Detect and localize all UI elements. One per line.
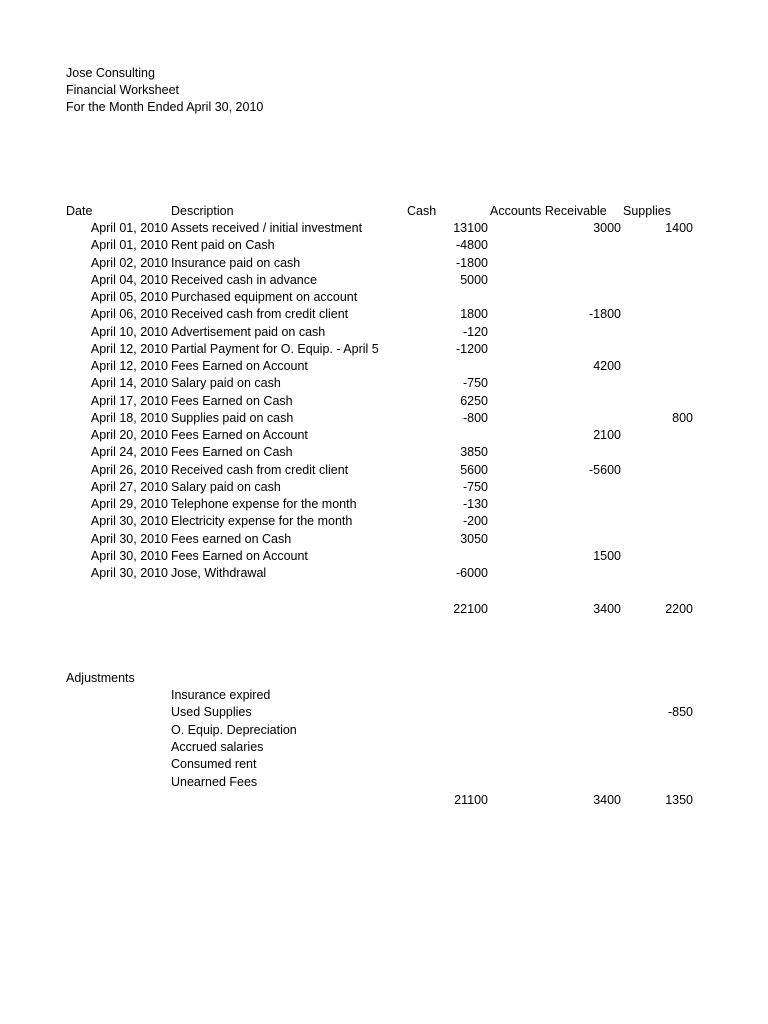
column-header-accounts-receivable: Accounts Receivable: [490, 204, 607, 218]
adjusted-total-accounts-receivable: 3400: [593, 793, 621, 807]
report-period: For the Month Ended April 30, 2010: [66, 100, 264, 114]
adjusted-total-cash: 21100: [454, 793, 488, 807]
total-supplies: 2200: [665, 602, 693, 616]
table-row: [0, 496, 768, 513]
table-row: [0, 444, 768, 461]
table-row: [0, 427, 768, 444]
transaction-date: April 30, 2010: [90, 566, 168, 580]
transaction-accounts-receivable: 3000: [593, 221, 621, 235]
transaction-description: Purchased equipment on account: [171, 290, 358, 304]
table-row: [0, 324, 768, 341]
transaction-date: April 01, 2010: [90, 238, 168, 253]
transaction-date: April 30, 2010: [90, 514, 168, 529]
transaction-description: Salary paid on cash: [171, 479, 281, 494]
table-row: [0, 272, 768, 289]
company-name: Jose Consulting: [66, 66, 155, 80]
transaction-date: April 01, 2010: [90, 221, 168, 235]
adjustment-description: Accrued salaries: [171, 740, 264, 755]
table-row: [0, 565, 768, 582]
table-row: [0, 531, 768, 548]
adjustment-row: [0, 756, 768, 773]
transaction-description: Partial Payment for O. Equip. - April 5: [171, 341, 379, 356]
table-row: [0, 410, 768, 427]
adjustment-row: [0, 774, 768, 791]
transaction-date: April 05, 2010: [90, 290, 168, 304]
transaction-cash: -130: [462, 497, 488, 511]
table-row: [0, 237, 768, 254]
adjustment-description: Consumed rent: [171, 757, 257, 772]
transaction-date: April 18, 2010: [90, 410, 168, 425]
transaction-date: April 30, 2010: [90, 548, 168, 563]
transaction-description: Fees Earned on Cash: [171, 445, 293, 460]
transaction-accounts-receivable: -5600: [589, 462, 621, 477]
column-header-cash: Cash: [407, 204, 437, 218]
table-row: [0, 375, 768, 392]
transaction-date: April 10, 2010: [90, 324, 168, 339]
transaction-supplies: 1400: [665, 221, 693, 235]
column-header-supplies: Supplies: [623, 204, 671, 218]
transaction-date: April 17, 2010: [90, 393, 168, 408]
column-header-date: Date: [66, 204, 93, 218]
report-title: Financial Worksheet: [66, 83, 180, 97]
transaction-date: April 26, 2010: [90, 462, 168, 477]
transaction-description: Received cash in advance: [171, 272, 317, 287]
transaction-date: April 20, 2010: [90, 428, 168, 442]
adjustments-label: Adjustments: [66, 671, 135, 685]
transaction-cash: -750: [462, 376, 488, 391]
total-cash: 22100: [453, 602, 488, 616]
transaction-cash: -120: [462, 324, 488, 339]
transaction-date: April 14, 2010: [90, 376, 168, 391]
transaction-cash: -800: [462, 410, 488, 425]
transaction-description: Telephone expense for the month: [171, 497, 357, 511]
transaction-date: April 29, 2010: [90, 497, 168, 511]
transaction-description: Supplies paid on cash: [171, 410, 294, 425]
column-header-description: Description: [171, 204, 234, 218]
transaction-cash: 5600: [460, 462, 488, 477]
adjustment-description: O. Equip. Depreciation: [171, 722, 297, 737]
adjustment-row: [0, 687, 768, 704]
table-row: [0, 479, 768, 496]
transaction-description: Electricity expense for the month: [171, 514, 353, 529]
transaction-description: Insurance paid on cash: [171, 255, 301, 270]
adjusted-total-supplies: 1350: [665, 793, 693, 807]
transaction-cash: -1200: [456, 341, 488, 356]
transaction-description: Advertisement paid on cash: [171, 324, 326, 339]
transaction-description: Assets received / initial investment: [171, 221, 363, 235]
transaction-accounts-receivable: 2100: [593, 428, 621, 442]
transaction-description: Received cash from credit client: [171, 307, 349, 322]
transaction-accounts-receivable: 1500: [593, 548, 621, 563]
column-header-row: [0, 203, 768, 220]
transaction-cash: -200: [462, 514, 488, 529]
adjusted-totals-row: [0, 792, 768, 809]
table-row: [0, 462, 768, 479]
adjustment-description: Unearned Fees: [171, 774, 258, 789]
transaction-date: April 24, 2010: [90, 445, 168, 460]
transaction-date: April 30, 2010: [90, 531, 168, 546]
adjustment-row: [0, 704, 768, 721]
transaction-description: Fees Earned on Account: [171, 359, 308, 373]
transaction-cash: -1800: [456, 255, 488, 270]
transaction-date: April 06, 2010: [90, 307, 168, 322]
transaction-cash: -6000: [456, 566, 488, 580]
transaction-accounts-receivable: -1800: [589, 307, 621, 322]
table-row: [0, 513, 768, 530]
transaction-cash: -4800: [456, 238, 488, 253]
transaction-supplies: 800: [672, 410, 693, 425]
transaction-cash: 13100: [453, 221, 488, 235]
table-row: [0, 358, 768, 375]
transaction-cash: -750: [462, 479, 488, 494]
table-row: [0, 289, 768, 306]
total-accounts-receivable: 3400: [593, 602, 621, 616]
transaction-description: Fees earned on Cash: [171, 531, 292, 546]
transaction-description: Salary paid on cash: [171, 376, 281, 391]
adjustment-description: Used Supplies: [171, 705, 252, 720]
table-row: [0, 393, 768, 410]
table-row: [0, 306, 768, 323]
transaction-description: Fees Earned on Account: [171, 428, 308, 442]
totals-row: [0, 601, 768, 618]
table-row: [0, 255, 768, 272]
transaction-description: Jose, Withdrawal: [171, 566, 267, 580]
transaction-date: April 12, 2010: [90, 359, 168, 373]
transaction-cash: 3050: [460, 531, 488, 546]
adjustment-description: Insurance expired: [171, 688, 271, 702]
transaction-description: Fees Earned on Cash: [171, 393, 293, 408]
adjustment-supplies: -850: [667, 705, 693, 720]
transaction-date: April 27, 2010: [90, 479, 168, 494]
table-row: [0, 341, 768, 358]
table-row: [0, 220, 768, 237]
transaction-description: Fees Earned on Account: [171, 548, 308, 563]
adjustment-row: [0, 739, 768, 756]
transaction-date: April 02, 2010: [90, 255, 168, 270]
transaction-cash: 1800: [460, 307, 488, 322]
transaction-date: April 12, 2010: [90, 341, 168, 356]
transaction-description: Rent paid on Cash: [171, 238, 275, 253]
transaction-description: Received cash from credit client: [171, 462, 349, 477]
transaction-date: April 04, 2010: [90, 272, 168, 287]
transaction-accounts-receivable: 4200: [593, 359, 621, 373]
transaction-cash: 5000: [460, 272, 488, 287]
transaction-cash: 3850: [460, 445, 488, 460]
transaction-cash: 6250: [460, 393, 488, 408]
adjustment-row: [0, 722, 768, 739]
table-row: [0, 548, 768, 565]
